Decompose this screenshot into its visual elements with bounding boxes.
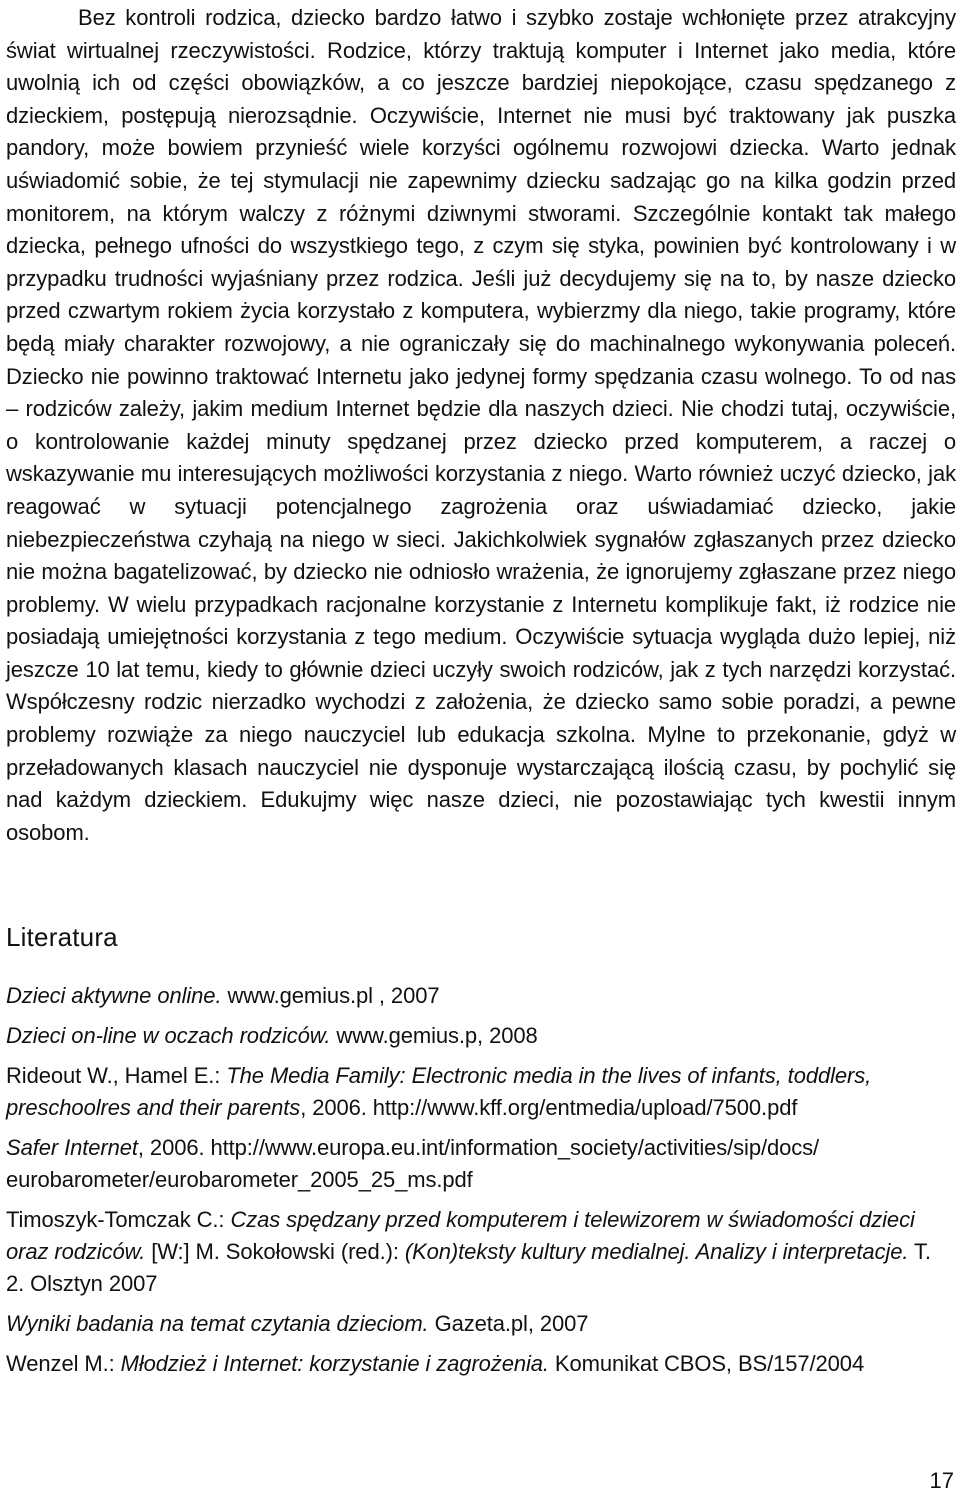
- document-page: [6, 0, 956, 1376]
- reference-item: Safer Internet, 2006. http://www.europa.eu.int/information_society/activities/sip/docs/ eurobarometer/eurobarometer_2005_25_ms.pdf: [6, 1135, 820, 1192]
- reference-item: Timoszyk-Tomczak C.: Czas spędzany przed komputerem i telewizorem w świadomości dzieci oraz rodziców. [W:] M. Sokołowski (red.): (Kon)teksty kultury medialnej. Analizy i interpretacje. T. 2. Olsztyn 2007: [6, 1207, 931, 1296]
- reference-item: Wyniki badania na temat czytania dzieciom. Gazeta.pl, 2007: [6, 1311, 589, 1336]
- reference-item: Dzieci aktywne online. www.gemius.pl , 2007: [6, 983, 440, 1008]
- section-heading-literatura: Literatura: [6, 922, 118, 952]
- reference-item: Wenzel M.: Młodzież i Internet: korzystanie i zagrożenia. Komunikat CBOS, BS/157/2004: [6, 1351, 865, 1376]
- reference-list: [6, 980, 951, 1388]
- reference-item: Rideout W., Hamel E.: The Media Family: Electronic media in the lives of infants, toddlers, preschoolres and their parents, 2006. http://www.kff.org/entmedia/upload/7500.pdf: [6, 1063, 872, 1120]
- page-number: 17: [929, 1468, 954, 1493]
- body-paragraph: Bez kontroli rodzica, dziecko bardzo łatwo i szybko zostaje wchłonięte przez atrakcyjny świat wirtualnej rzeczywistości. Rodzice, którzy traktują komputer i Internet jako media, które uwolnią ich od części obowiązków, a co jeszcze bardziej niepokojące, czasu spędzanego z dzieckiem, postępują nierozsądnie. Oczywiście, Internet nie musi być traktowany jak puszka pandory, może bowiem przynieść wiele korzyści ogólnemu rozwojowi dziecka. Warto jednak uświadomić sobie, że tej stymulacji nie zapewnimy dziecku sadzając go na kilka godzin przed monitorem, na którym walczy z różnymi dziwnymi stworami. Szczególnie kontakt tak małego dziecka, pełnego ufności do wszystkiego tego, z czym się styka, powinien być kontrolowany i w przypadku trudności wyjaśniany przez rodzica. Jeśli już decydujemy się na to, by nasze dziecko przed czwartym rokiem życia korzystało z komputera, wybierzmy dla niego, takie programy, które będą miały charakter rozwojowy, a nie ograniczały się do machinalnego wykonywania poleceń. Dziecko nie powinno traktować Internetu jako jedynej formy spędzania czasu wolnego. To od nas – rodziców zależy, jakim medium Internet będzie dla naszych dzieci. Nie chodzi tutaj, oczywiście, o kontrolowanie każdej minuty spędzanej przez dziecko przed komputerem, a raczej o wskazywanie mu interesujących możliwości korzystania z niego. Warto również uczyć dziecko, jak reagować w sytuacji potencjalnego zagrożenia oraz uświadamiać dziecko, jakie niebezpieczeństwa czyhają na niego w sieci. Jakichkolwiek sygnałów zgłaszanych przez dziecko nie można bagatelizować, by dziecko nie odniosło wrażenia, że ignorujemy zgłaszane przez niego problemy. W wielu przypadkach racjonalne korzystanie z Internetu komplikuje fakt, iż rodzice nie posiadają umiejętności korzystania z tego medium. Oczywiście sytuacja wygląda dużo lepiej, niż jeszcze 10 lat temu, kiedy to głównie dzieci uczyły swoich rodziców, jak z tych narzędzi korzystać. Współczesny rodzic nierzadko wychodzi z założenia, że dziecko samo sobie poradzi, a pewne problemy rozwiąże za niego nauczyciel lub edukacja szkolna. Mylne to przekonanie, gdyż w przeładowanych klasach nauczyciel nie dysponuje wystarczającą ilością czasu, by pochylić się nad każdym dzieckiem. Edukujmy więc nasze dzieci, nie pozostawiając tych kwestii innym osobom.: [6, 5, 956, 845]
- reference-item: Dzieci on-line w oczach rodziców. www.gemius.p, 2008: [6, 1023, 538, 1048]
